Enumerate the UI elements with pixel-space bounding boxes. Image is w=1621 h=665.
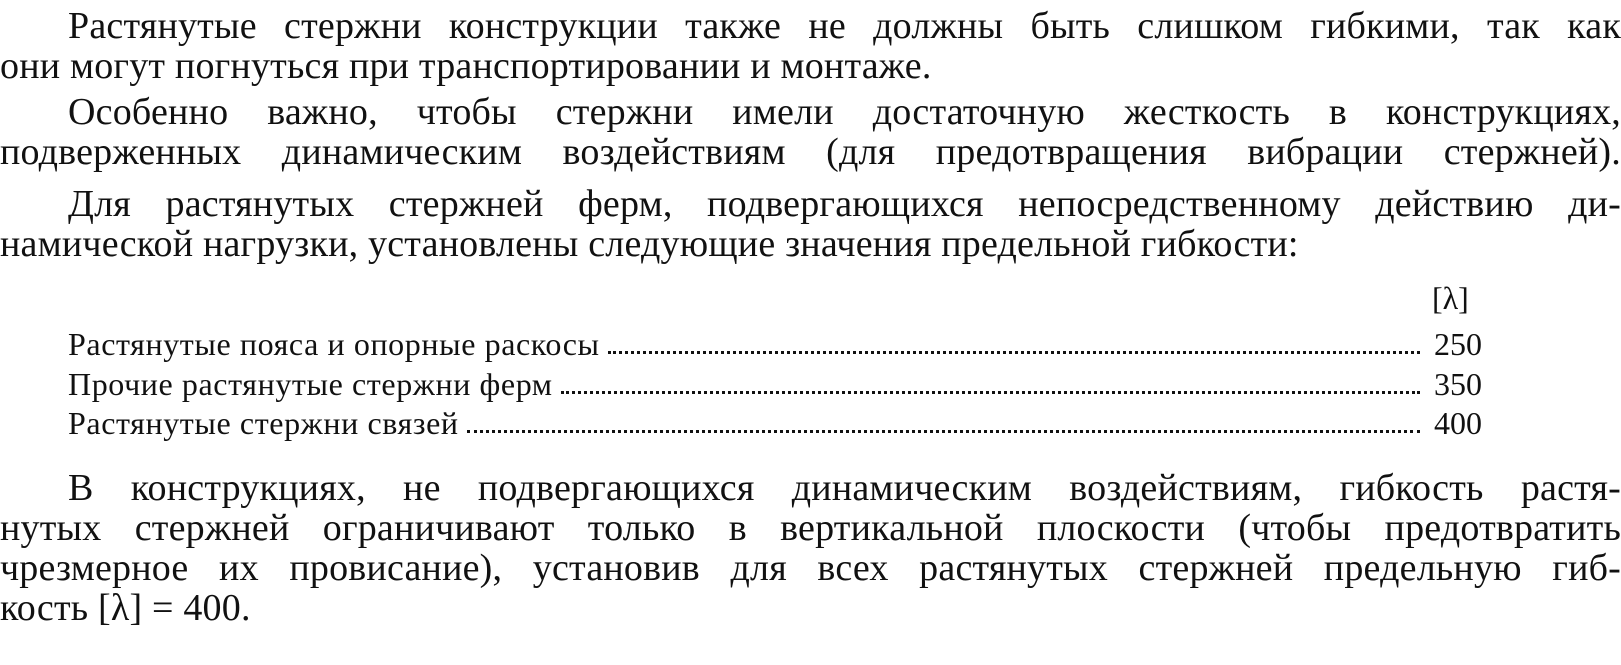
table-header-lambda: [λ] (1432, 280, 1469, 316)
paragraph-2-line-1: Особенно важно, чтобы стержни имели достаточную жесткость в конструкциях, (68, 91, 1621, 133)
paragraph-1 (0, 6, 1621, 86)
dot-leader (561, 391, 1420, 394)
paragraph-2-line-2: подверженных динамическим воздействиям (для предотвращения вибрации стержней). (0, 131, 1621, 173)
table-row (68, 326, 1482, 363)
dot-leader (467, 430, 1420, 433)
table-row (68, 405, 1482, 442)
paragraph-4 (0, 468, 1621, 628)
paragraph-1-line-2: они могут погнуться при транспортировании и монтаже. (0, 45, 932, 87)
paragraph-4-line-2: нутых стержней ограничивают только в вертикальной плоскости (чтобы предотвратить (0, 507, 1621, 549)
paragraph-3-line-1: Для растянутых стержней ферм, подвергающихся непосредственному действию ди- (68, 183, 1621, 225)
table-row-label: Растянутые пояса и опорные раскосы (68, 326, 600, 362)
paragraph-3-line-2: намической нагрузки, установлены следующие значения предельной гибкости: (0, 223, 1299, 265)
paragraph-3 (0, 184, 1621, 264)
dot-leader (608, 351, 1420, 354)
paragraph-4-line-1: В конструкциях, не подвергающихся динамическим воздействиям, гибкость растя- (68, 467, 1621, 509)
table-row-value: 250 (1434, 326, 1482, 362)
table-row-value: 400 (1434, 405, 1482, 441)
paragraph-2 (0, 92, 1621, 172)
table-row-label: Прочие растянутые стержни ферм (68, 366, 553, 402)
table-row-label: Растянутые стержни связей (68, 405, 459, 441)
table-row (68, 366, 1482, 403)
paragraph-4-line-3: чрезмерное их провисание), установив для всех растянутых стержней предельную гиб- (0, 547, 1621, 589)
paragraph-4-line-4: кость [λ] = 400. (0, 587, 251, 629)
paragraph-1-line-1: Растянутые стержни конструкции также не должны быть слишком гибкими, так как (68, 5, 1621, 47)
table-row-value: 350 (1434, 366, 1482, 402)
